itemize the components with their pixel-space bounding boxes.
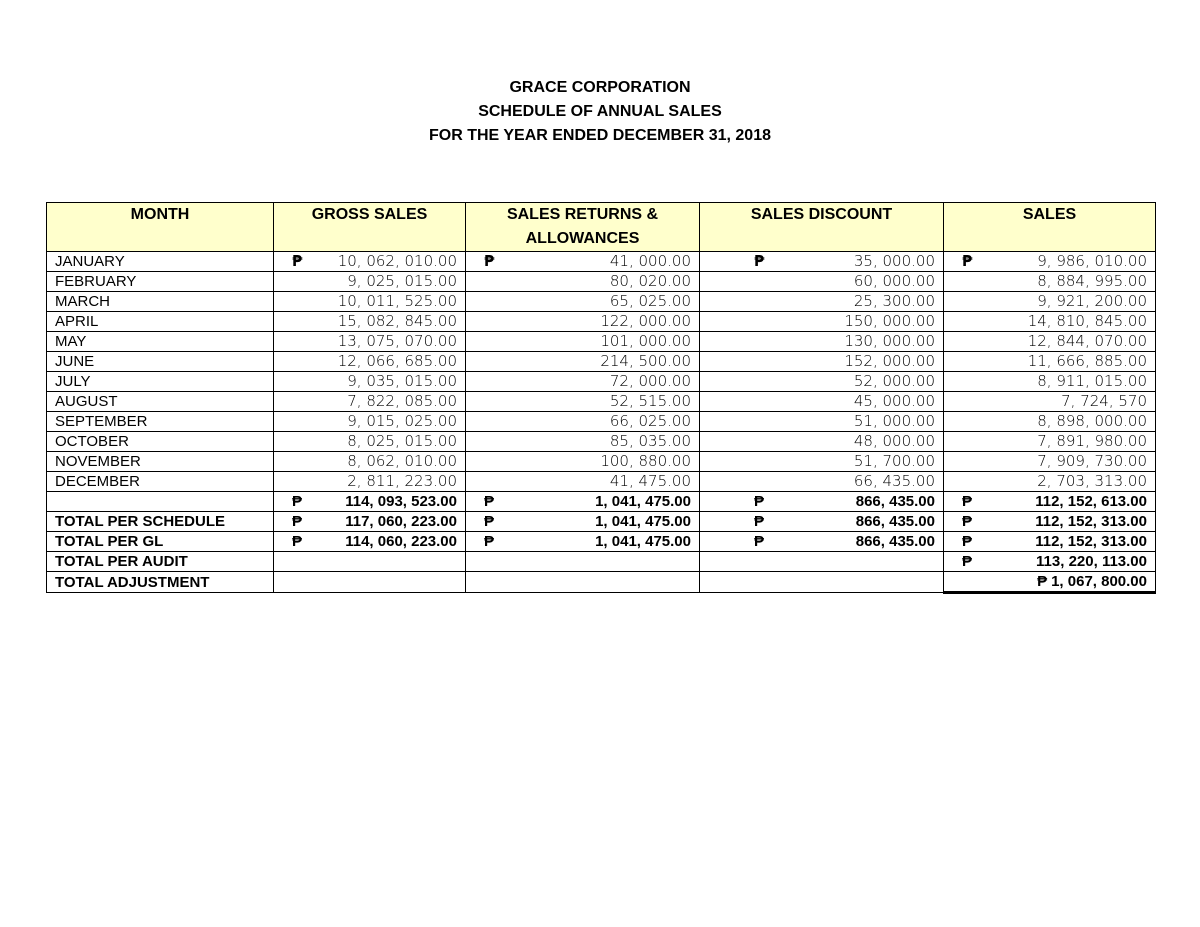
table-row	[47, 392, 1156, 412]
company-name: GRACE CORPORATION	[509, 79, 691, 96]
gross-sales-cell: ₱ 10, 062, 010.00	[274, 252, 466, 272]
table-body	[47, 252, 1156, 593]
month-cell: NOVEMBER	[47, 452, 274, 472]
peso-sign: ₱	[292, 513, 303, 530]
audit-gross-empty	[274, 552, 466, 572]
report-period: FOR THE YEAR ENDED DECEMBER 31, 2018	[428, 127, 771, 144]
sales-discount-cell: 150, 000.00	[700, 312, 944, 332]
month-cell: MAY	[47, 332, 274, 352]
total-per-gl-label: TOTAL PER GL	[47, 532, 274, 552]
peso-sign: ₱	[962, 513, 973, 530]
gl-returns: ₱ 1, 041, 475.00	[466, 532, 700, 552]
gross-sales-cell: 9, 015, 025.00	[274, 412, 466, 432]
sales-discount-cell: 60, 000.00	[700, 272, 944, 292]
sales-returns-cell: 72, 000.00	[466, 372, 700, 392]
table-row	[47, 452, 1156, 472]
table-row	[47, 372, 1156, 392]
schedule-gross: ₱ 117, 060, 223.00	[274, 512, 466, 532]
total-adjustment-label: TOTAL ADJUSTMENT	[47, 572, 274, 593]
month-cell: JULY	[47, 372, 274, 392]
month-cell: SEPTEMBER	[47, 412, 274, 432]
gross-sales-cell: 15, 082, 845.00	[274, 312, 466, 332]
sales-discount-cell: 130, 000.00	[700, 332, 944, 352]
sales-returns-cell: 65, 025.00	[466, 292, 700, 312]
audit-discount-empty	[700, 552, 944, 572]
gross-sales-cell: 8, 025, 015.00	[274, 432, 466, 452]
sales-cell: 2, 703, 313.00	[944, 472, 1156, 492]
sales-cell: ₱ 9, 986, 010.00	[944, 252, 1156, 272]
sales-discount-cell: 51, 000.00	[700, 412, 944, 432]
sales-returns-cell: 41, 475.00	[466, 472, 700, 492]
gross-sales-cell: 10, 011, 525.00	[274, 292, 466, 312]
sales-cell: 11, 666, 885.00	[944, 352, 1156, 372]
sales-cell: 7, 891, 980.00	[944, 432, 1156, 452]
table-row	[47, 412, 1156, 432]
sales-returns-cell: 85, 035.00	[466, 432, 700, 452]
adjustment-discount-empty	[700, 572, 944, 593]
col-header-sales: SALES	[944, 203, 1156, 252]
table-header	[47, 203, 1156, 252]
peso-sign: ₱	[962, 493, 973, 510]
adjustment-gross-empty	[274, 572, 466, 593]
month-cell: AUGUST	[47, 392, 274, 412]
sales-discount-cell: 66, 435.00	[700, 472, 944, 492]
gross-sales-cell: 12, 066, 685.00	[274, 352, 466, 372]
sales-returns-cell: 52, 515.00	[466, 392, 700, 412]
sales-discount-cell: 152, 000.00	[700, 352, 944, 372]
month-cell: FEBRUARY	[47, 272, 274, 292]
subtotal-discount: ₱ 866, 435.00	[700, 492, 944, 512]
gross-sales-cell: 8, 062, 010.00	[274, 452, 466, 472]
gross-sales-cell: 9, 025, 015.00	[274, 272, 466, 292]
schedule-returns: ₱ 1, 041, 475.00	[466, 512, 700, 532]
gl-discount: ₱ 866, 435.00	[700, 532, 944, 552]
peso-sign: ₱	[484, 513, 495, 530]
gross-sales-cell: 2, 811, 223.00	[274, 472, 466, 492]
table-row	[47, 472, 1156, 492]
month-cell: JUNE	[47, 352, 274, 372]
adjustment-sales: ₱ 1, 067, 800.00	[944, 572, 1156, 593]
peso-sign: ₱	[484, 252, 495, 270]
subtotal-row	[47, 492, 1156, 512]
gross-sales-cell: 7, 822, 085.00	[274, 392, 466, 412]
schedule-sales: ₱ 112, 152, 313.00	[944, 512, 1156, 532]
sales-cell: 14, 810, 845.00	[944, 312, 1156, 332]
adjustment-returns-empty	[466, 572, 700, 593]
sales-discount-cell: 52, 000.00	[700, 372, 944, 392]
total-per-schedule-label: TOTAL PER SCHEDULE	[47, 512, 274, 532]
total-adjustment-row	[47, 572, 1156, 593]
table-row	[47, 312, 1156, 332]
peso-sign: ₱	[962, 252, 973, 270]
sales-returns-cell: 122, 000.00	[466, 312, 700, 332]
col-header-sales-returns: SALES RETURNS & ALLOWANCES	[466, 203, 700, 252]
sales-discount-cell: 51, 700.00	[700, 452, 944, 472]
peso-sign: ₱	[484, 493, 495, 510]
peso-sign: ₱	[754, 493, 765, 510]
sales-discount-cell: ₱ 35, 000.00	[700, 252, 944, 272]
subtotal-label	[47, 492, 274, 512]
sales-cell: 12, 844, 070.00	[944, 332, 1156, 352]
subtotal-gross: ₱ 114, 093, 523.00	[274, 492, 466, 512]
sales-returns-cell: 66, 025.00	[466, 412, 700, 432]
table-row	[47, 352, 1156, 372]
peso-sign: ₱	[1037, 573, 1048, 590]
total-per-audit-label: TOTAL PER AUDIT	[47, 552, 274, 572]
table-row	[47, 292, 1156, 312]
table-row	[47, 432, 1156, 452]
peso-sign: ₱	[484, 533, 495, 550]
table-row	[47, 272, 1156, 292]
subtotal-returns: ₱ 1, 041, 475.00	[466, 492, 700, 512]
subtotal-sales: ₱ 112, 152, 613.00	[944, 492, 1156, 512]
gross-sales-cell: 9, 035, 015.00	[274, 372, 466, 392]
peso-sign: ₱	[754, 513, 765, 530]
sales-cell: 8, 911, 015.00	[944, 372, 1156, 392]
sales-discount-cell: 48, 000.00	[700, 432, 944, 452]
col-header-gross-sales: GROSS SALES	[274, 203, 466, 252]
gl-gross: ₱ 114, 060, 223.00	[274, 532, 466, 552]
peso-sign: ₱	[754, 533, 765, 550]
sales-returns-cell: 214, 500.00	[466, 352, 700, 372]
audit-sales: ₱ 113, 220, 113.00	[944, 552, 1156, 572]
gross-sales-cell: 13, 075, 070.00	[274, 332, 466, 352]
sales-returns-cell: ₱ 41, 000.00	[466, 252, 700, 272]
total-per-gl-row	[47, 532, 1156, 552]
peso-sign: ₱	[962, 533, 973, 550]
sales-cell: 7, 909, 730.00	[944, 452, 1156, 472]
schedule-discount: ₱ 866, 435.00	[700, 512, 944, 532]
peso-sign: ₱	[292, 252, 303, 270]
month-cell: APRIL	[47, 312, 274, 332]
total-per-schedule-row	[47, 512, 1156, 532]
total-per-audit-row	[47, 552, 1156, 572]
month-cell: JANUARY	[47, 252, 274, 272]
audit-returns-empty	[466, 552, 700, 572]
peso-sign: ₱	[292, 533, 303, 550]
sales-cell: 8, 898, 000.00	[944, 412, 1156, 432]
sales-returns-cell: 101, 000.00	[466, 332, 700, 352]
sales-schedule-table	[46, 202, 1156, 594]
peso-sign: ₱	[292, 493, 303, 510]
peso-sign: ₱	[962, 553, 973, 570]
month-cell: MARCH	[47, 292, 274, 312]
table-row	[47, 252, 1156, 272]
header-row	[47, 203, 1156, 252]
sales-discount-cell: 45, 000.00	[700, 392, 944, 412]
month-cell: OCTOBER	[47, 432, 274, 452]
col-header-sales-discount: SALES DISCOUNT	[700, 203, 944, 252]
sales-discount-cell: 25, 300.00	[700, 292, 944, 312]
sales-cell: 9, 921, 200.00	[944, 292, 1156, 312]
gl-sales: ₱ 112, 152, 313.00	[944, 532, 1156, 552]
month-cell: DECEMBER	[47, 472, 274, 492]
peso-sign: ₱	[754, 252, 765, 270]
sales-cell: 8, 884, 995.00	[944, 272, 1156, 292]
report-title: SCHEDULE OF ANNUAL SALES	[478, 103, 722, 120]
col-header-month: MONTH	[47, 203, 274, 252]
table-row	[47, 332, 1156, 352]
sales-returns-cell: 100, 880.00	[466, 452, 700, 472]
sales-cell: 7, 724, 570	[944, 392, 1156, 412]
sales-returns-cell: 80, 020.00	[466, 272, 700, 292]
